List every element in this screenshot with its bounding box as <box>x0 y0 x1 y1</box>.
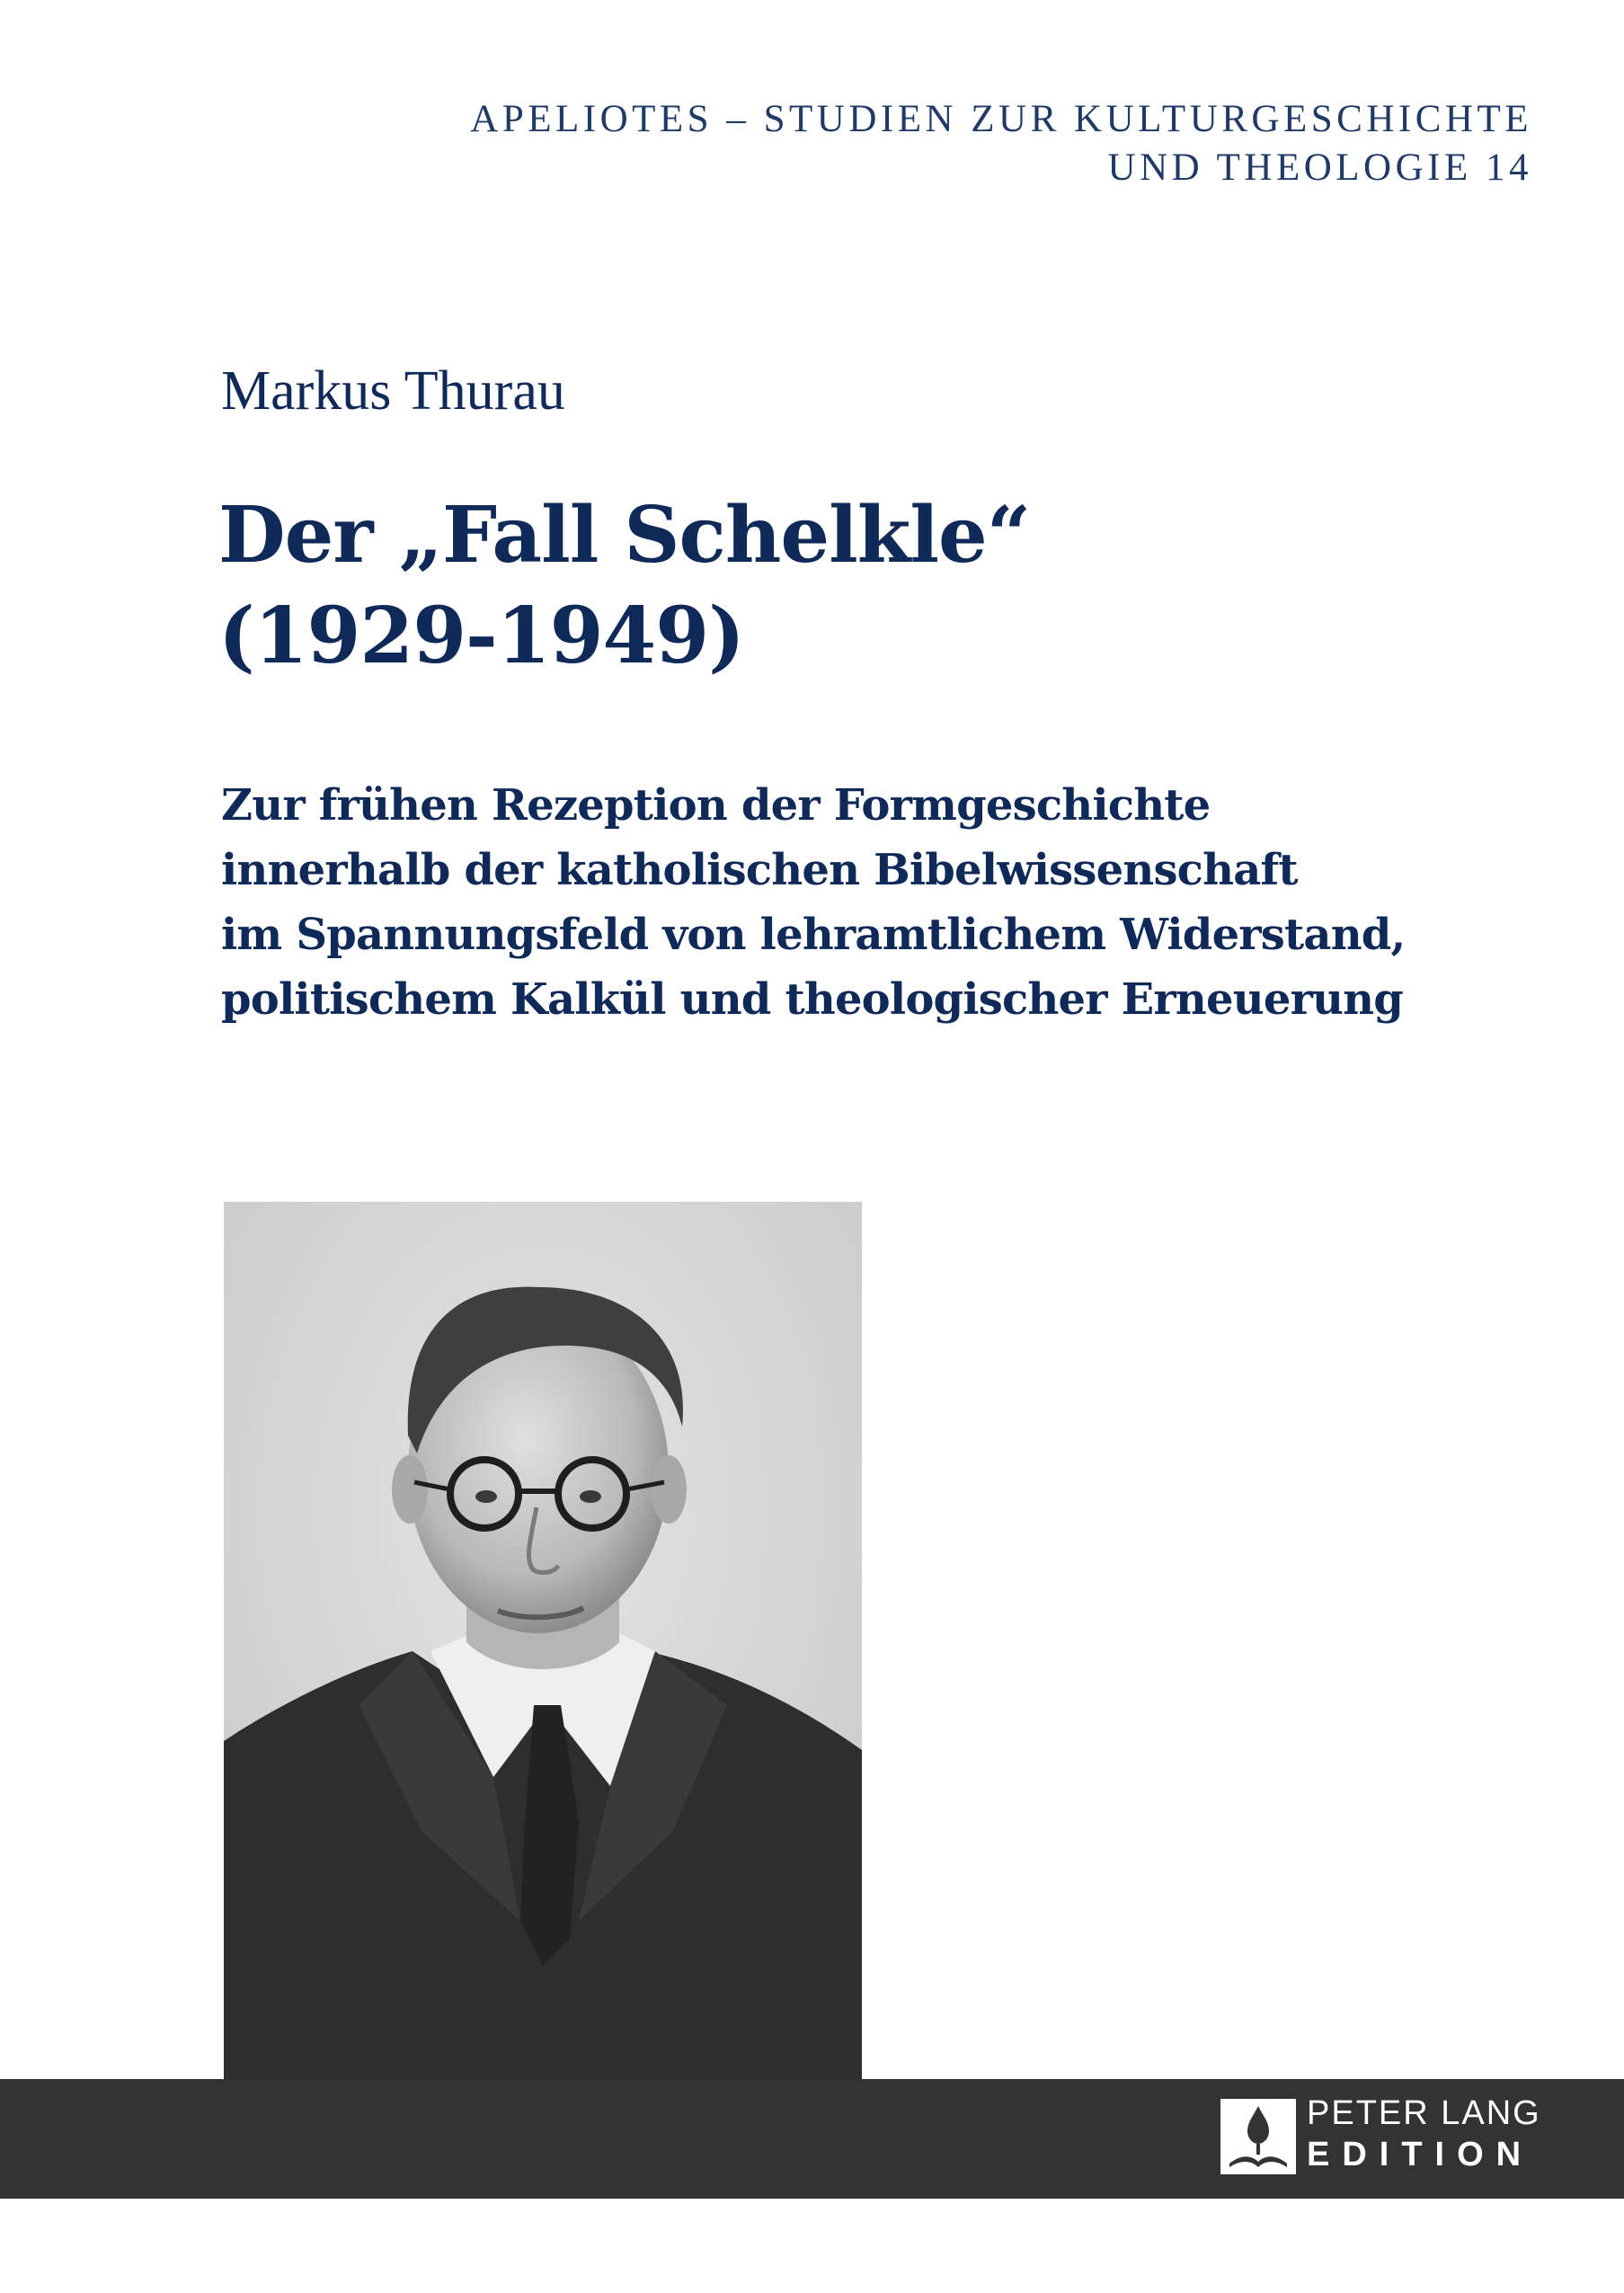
book-title <box>218 485 1030 687</box>
book-subtitle <box>221 773 1405 1032</box>
series-title <box>470 95 1532 192</box>
subtitle-line: im Spannungsfeld von lehramtlichem Widerstand, <box>221 910 1406 960</box>
peter-lang-logo-icon <box>1220 2099 1296 2174</box>
series-line-1: APELIOTES – STUDIEN ZUR KULTURGESCHICHTE <box>470 98 1532 140</box>
author-name: Markus Thurau <box>221 360 565 422</box>
title-line-2: (1929-1949) <box>218 591 744 681</box>
subtitle-line: Zur frühen Rezeption der Formgeschichte <box>221 780 1211 831</box>
subtitle-line: innerhalb der katholischen Bibelwissenschaft <box>221 845 1298 895</box>
publisher-line-2: EDITION <box>1307 2136 1534 2173</box>
series-line-2: UND THEOLOGIE 14 <box>1107 147 1532 189</box>
subtitle-line: politischem Kalkül und theologischer Erneuerung <box>221 974 1404 1025</box>
portrait-photo <box>224 1202 862 2079</box>
publisher-name <box>1307 2093 1541 2175</box>
title-line-1: Der „Fall Schelkle“ <box>218 490 1031 581</box>
publisher-line-1: PETER LANG <box>1307 2094 1541 2132</box>
